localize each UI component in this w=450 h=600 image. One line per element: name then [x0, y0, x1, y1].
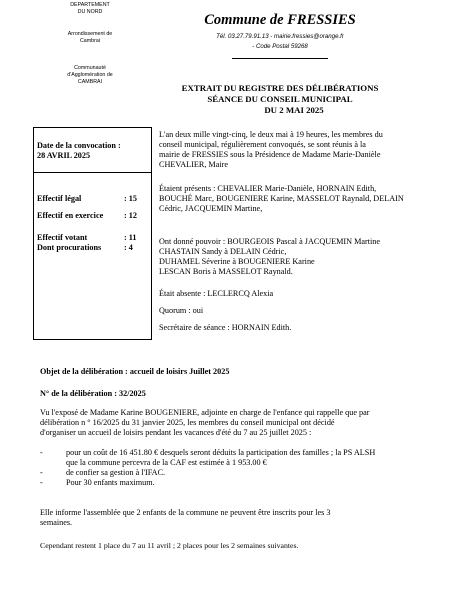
- extrait-line-3: DU 2 MAI 2025: [264, 105, 324, 115]
- intro-line: conseil municipal, régulièrement convoqués, se sont réunis à la: [159, 140, 366, 149]
- communaute-line: Communauté: [74, 65, 106, 71]
- informe-line: Elle informe l'assemblée que 2 enfants de la commune ne peuvent être inscrits pour les 3: [40, 508, 331, 517]
- effectif-votant-label: Effectif votant: [37, 233, 88, 242]
- effectif-exercice-value: : 12: [124, 211, 137, 220]
- pouvoir-line: CHASTAIN Sandy à DELAIN Cédric,: [159, 247, 287, 256]
- secretaire-line: Secrétaire de séance : HORNAIN Edith.: [159, 323, 292, 332]
- communaute-line: d'Agglomération de: [67, 72, 113, 78]
- intro-line: CHEVALIER, Maire: [159, 160, 228, 169]
- commune-contact: Tél. 03.27.79.91.13 - mairie.fressies@orange.fr: [216, 33, 344, 40]
- session-intro: [159, 130, 429, 170]
- convocation-label: Date de la convocation :: [37, 141, 121, 150]
- expose-line: délibération n ° 16/2025 du 31 janvier 2025, les membres du conseil municipal ont décidé: [40, 418, 335, 427]
- bullet-text: Pour 30 enfants maximum.: [66, 478, 155, 487]
- extrait-heading: [150, 83, 410, 116]
- communaute-block: [40, 65, 140, 86]
- bullet-text: de confier sa gestion à l'IFAC.: [66, 468, 166, 477]
- presents-block: [159, 184, 429, 214]
- quorum-line: Quorum : oui: [159, 306, 204, 315]
- procurations-value: : 4: [124, 243, 133, 252]
- list-item: - Pour 30 enfants maximum.: [40, 478, 155, 487]
- expose-line: d'organiser un accueil de loisirs pendant les vacances d'été du 7 au 25 juillet 2025 :: [40, 428, 312, 437]
- extrait-line-2: SÉANCE DU CONSEIL MUNICIPAL: [207, 94, 353, 104]
- departement-line: DU NORD: [77, 9, 103, 15]
- deliberation-numero: N° de la délibération : 32/2025: [40, 389, 146, 398]
- list-item-continuation: [40, 458, 435, 468]
- pouvoir-line: Ont donné pouvoir : BOURGEOIS Pascal à JACQUEMIN Martine: [159, 237, 381, 246]
- extrait-line-1: EXTRAIT DU REGISTRE DES DÉLIBÉRATIONS: [181, 83, 379, 93]
- presents-line: BOUCHÉ Marc, BOUGENIERE Karine, MASSELOT Raynald, DELAIN: [159, 194, 404, 203]
- bullet-text: que la commune percevra de la CAF est estimée à 1 953.00 €: [66, 458, 267, 467]
- departement-line: DEPARTEMENT: [70, 2, 110, 8]
- informe-line: semaines.: [40, 518, 73, 527]
- procurations-label: Dont procurations: [37, 243, 102, 252]
- communaute-line: CAMBRAI: [77, 79, 103, 85]
- list-item: - pour un coût de 16 451.80 € desquels seront déduits la participation des familles ; la PS ALSH: [40, 448, 376, 457]
- presents-line: Cédric, JACQUEMIN Martine,: [159, 204, 263, 213]
- sidebar-divider: [33, 172, 152, 173]
- convocation-date: 28 AVRIL 2025: [37, 151, 91, 160]
- arrondissement-block: [40, 31, 140, 45]
- expose-paragraph: [40, 408, 430, 438]
- intro-line: mairie de FRESSIES sous la Présidence de Madame Marie-Danièle: [159, 150, 381, 159]
- effectif-votant-value: : 11: [124, 233, 137, 242]
- departement-block: [40, 2, 140, 16]
- arrondissement-line: Cambrai: [79, 38, 101, 44]
- effectif-legal-value: : 15: [124, 194, 137, 203]
- header-divider: [232, 58, 328, 59]
- pouvoir-line: DUHAMEL Séverine à BOUGENIERE Karine: [159, 257, 315, 266]
- pouvoir-line: LESCAN Boris à MASSELOT Raynald.: [159, 267, 293, 276]
- arrondissement-line: Arrondissement de: [67, 31, 113, 37]
- effectif-legal-label: Effectif légal: [37, 194, 82, 203]
- absente-line: Était absente : LECLERCQ Alexia: [159, 289, 274, 298]
- informe-paragraph: [40, 508, 430, 528]
- commune-title: Commune de FRESSIES: [204, 12, 356, 28]
- presents-line: Étaient présents : CHEVALIER Marie-Danièle, HORNAIN Edith,: [159, 184, 377, 193]
- bullet-list: [40, 448, 435, 488]
- expose-line: Vu l'exposé de Madame Karine BOUGENIERE, adjointe en charge de l'enfance qui rappelle que par: [40, 408, 370, 417]
- pouvoirs-block: [159, 237, 429, 277]
- intro-line: L'an deux mille vingt-cinq, le deux mai à 19 heures, les membres du: [159, 130, 383, 139]
- commune-postal: - Code Postal 59268: [252, 43, 308, 50]
- list-item: - de confier sa gestion à l'IFAC.: [40, 468, 166, 477]
- cependant-line: Cependant restent 1 place du 7 au 11 avril ; 2 places pour les 2 semaines suivantes.: [40, 541, 299, 550]
- effectif-exercice-label: Effectif en exercice: [37, 211, 104, 220]
- bullet-text: pour un coût de 16 451.80 € desquels seront déduits la participation des familles ; la PS ALSH: [66, 448, 376, 457]
- deliberation-objet: Objet de la délibération : accueil de loisirs Juillet 2025: [40, 367, 230, 376]
